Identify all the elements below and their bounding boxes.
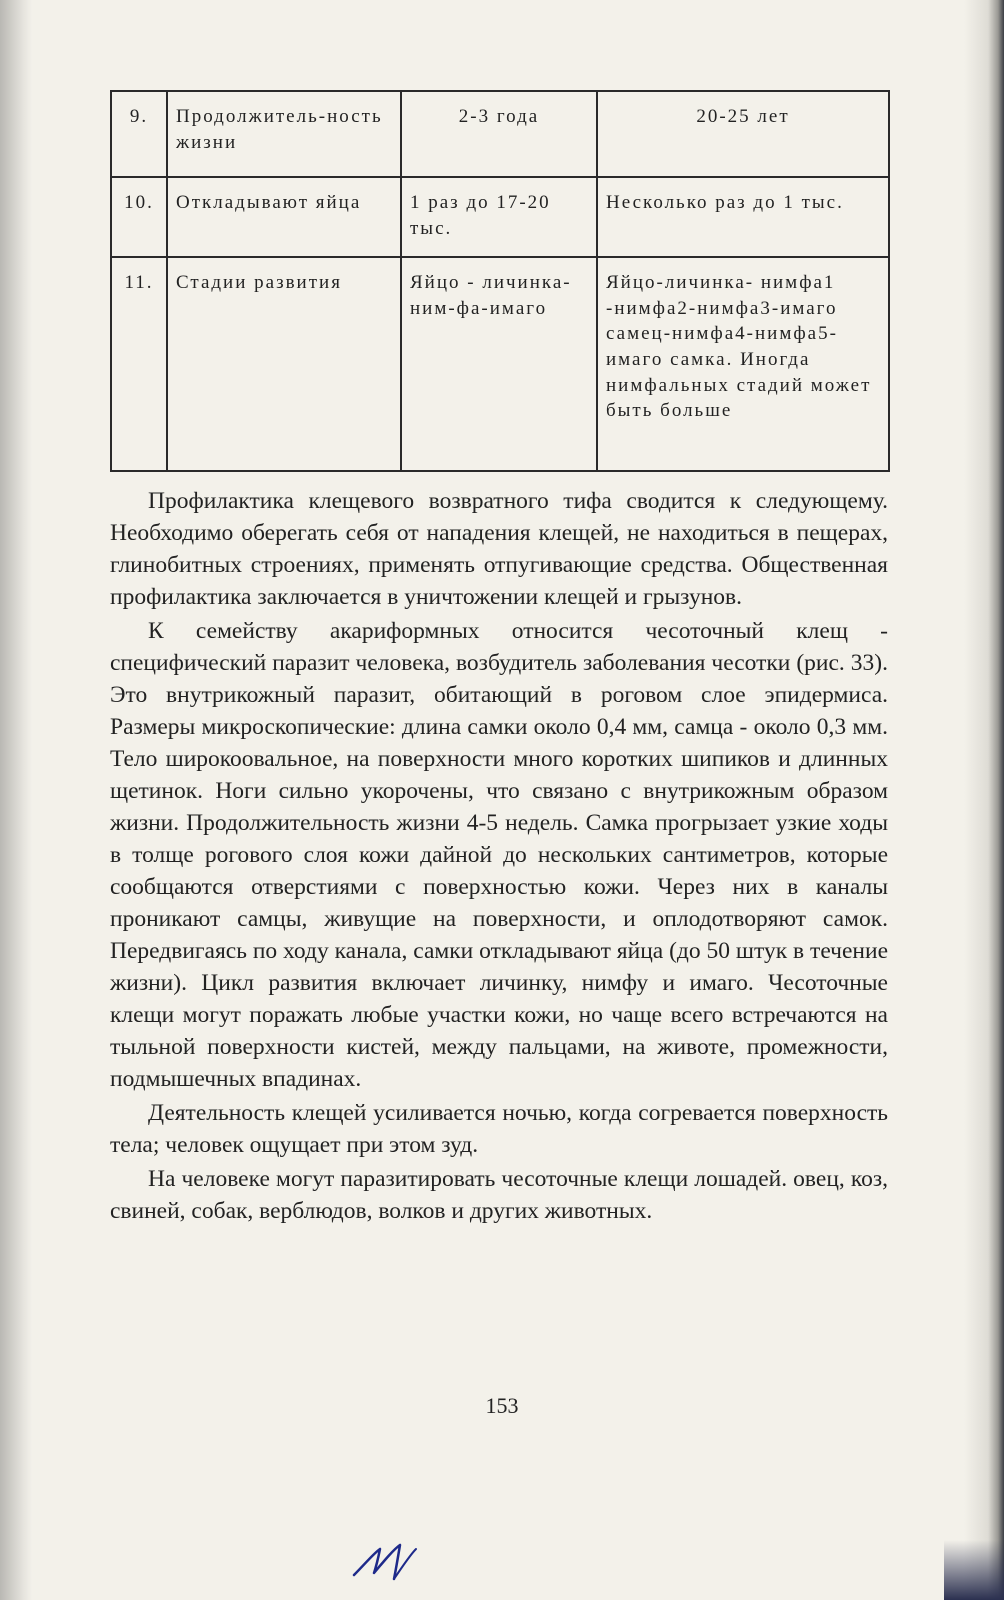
handwritten-signature-icon: [350, 1535, 430, 1585]
paragraph: Профилактика клещевого возвратного тифа сводится к следующему. Необходимо оберегать себя от нападения клещей, не находиться в пещерах, глинобитных строениях, применять отпугивающие средства. Общественная профилактика заключается в уничтожении клещей и грызунов.: [110, 488, 888, 610]
row-number: 10.: [111, 177, 167, 257]
table-row: [111, 257, 889, 471]
value-cell: Яйцо-личинка- нимфа1 -нимфа2-нимфа3-имаго самец-нимфа4-нимфа5-имаго самка. Иногда нимфальных стадий может быть больше: [597, 257, 889, 471]
value-cell: 1 раз до 17-20 тыс.: [401, 177, 597, 257]
value-cell: 20-25 лет: [597, 91, 889, 177]
feature-cell: Откладывают яйца: [167, 177, 401, 257]
feature-cell: Продолжитель-ность жизни: [167, 91, 401, 177]
paragraph: На человеке могут паразитировать чесоточные клещи лошадей. овец, коз, свиней, собак, верблюдов, волков и других животных.: [110, 1166, 888, 1224]
table-row: [111, 91, 889, 177]
body-text: [110, 485, 888, 1227]
table-row: [111, 177, 889, 257]
paragraph: К семейству акариформных относится чесоточный клещ - специфический паразит человека, возбудитель заболевания чесотки (рис. 33). Это внутрикожный паразит, обитающий в роговом слое эпидермиса. Размеры микроскопичеcкие: длина самки около 0,4 мм, самца - около 0,3 мм. Тело широкоовальное, на поверхности много коротких шипиков и длинных щетинок. Ноги сильно укорочены, что связано с внутрикожным образом жизни. Продолжительность жизни 4-5 недель. Самка прогрызает узкие ходы в толще рогового слоя кожи дайной до нескольких сантиметров, которые сообщаются отверстиями с поверхностью кожи. Через них в каналы проникают самцы, живущие на поверхности, и оплодотворяют самок. Передвигаясь по ходу канала, самки откладывают яйца (до 50 штук в течение жизни). Цикл развития включает личинку, нимфу и имаго. Чесоточные клещи могут поражать любые участки кожи, но чаще всего встречаются на тыльной поверхности кистей, между пальцами, на животе, промежности, подмышечных впадинах.: [110, 618, 888, 1092]
page-edge-right: [964, 0, 1004, 1600]
page-shadow-left: [0, 0, 32, 1600]
page-number: 153: [485, 1393, 519, 1418]
row-number: 11.: [111, 257, 167, 471]
paragraph: Деятельность клещей усиливается ночью, когда согревается поверхность тела; человек ощущает при этом зуд.: [110, 1100, 888, 1158]
comparison-table: [110, 90, 890, 472]
value-cell: 2-3 года: [401, 91, 597, 177]
value-cell: Несколько раз до 1 тыс.: [597, 177, 889, 257]
value-cell: Яйцо - личинка-ним-фа-имаго: [401, 257, 597, 471]
page-edge-bottom: [944, 1540, 1004, 1600]
row-number: 9.: [111, 91, 167, 177]
feature-cell: Стадии развития: [167, 257, 401, 471]
